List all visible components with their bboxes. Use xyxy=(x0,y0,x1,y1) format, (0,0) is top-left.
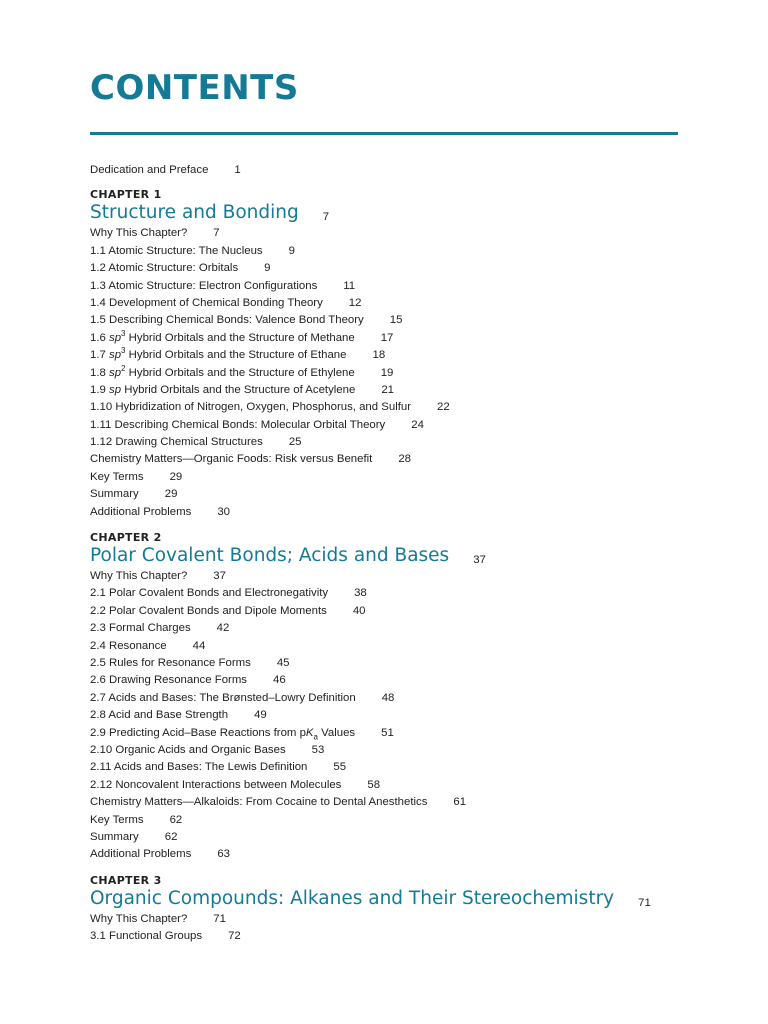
toc-entry[interactable] xyxy=(90,585,690,602)
page-title: CONTENTS xyxy=(90,68,299,108)
chapter-section xyxy=(90,530,690,864)
entry-page-number: 29 xyxy=(164,488,178,501)
entry-label: 2.11 Acids and Bases: The Lewis Definition xyxy=(90,761,308,774)
toc-entry[interactable] xyxy=(90,312,690,329)
entry-page-number: 72 xyxy=(228,930,241,943)
entry-rest: Hybrid Orbitals and the Structure of Methane xyxy=(128,331,355,344)
toc-entry[interactable] xyxy=(90,794,690,811)
title-divider xyxy=(90,132,678,135)
toc-entry[interactable] xyxy=(90,365,690,382)
chapter-label: CHAPTER 3 xyxy=(90,873,162,887)
entry-page-number: 29 xyxy=(169,470,183,483)
toc-entry[interactable] xyxy=(90,777,690,794)
entry-label: 2.7 Acids and Bases: The Brønsted–Lowry Definition xyxy=(90,691,356,704)
entry-page-number: 30 xyxy=(217,505,230,518)
entry-page-number: 63 xyxy=(217,848,230,861)
entry-page-number: 38 xyxy=(354,587,367,600)
toc-entry[interactable] xyxy=(90,928,690,945)
entry-label: 2.6 Drawing Resonance Forms xyxy=(90,674,248,687)
superscript: 3 xyxy=(121,346,126,356)
section-number: 1.6 xyxy=(90,331,106,344)
entry-label: 2.2 Polar Covalent Bonds and Dipole Moments xyxy=(90,604,327,617)
entry-label: 1.11 Describing Chemical Bonds: Molecular Orbital Theory xyxy=(90,418,386,431)
toc-entry[interactable] xyxy=(90,225,690,242)
toc-entry[interactable] xyxy=(90,330,690,347)
table-of-contents xyxy=(90,162,690,954)
entry-label xyxy=(90,384,355,396)
entry-rest: Hybrid Orbitals and the Structure of Ethane xyxy=(128,349,347,362)
entry-page-number: 48 xyxy=(381,691,395,704)
entry-page-number: 51 xyxy=(381,726,394,739)
entry-page-number: 42 xyxy=(216,622,230,635)
entry-label: Additional Problems xyxy=(90,848,192,861)
toc-entry[interactable] xyxy=(90,742,690,759)
toc-entry[interactable] xyxy=(90,725,690,742)
entry-page-number: 37 xyxy=(213,570,226,583)
entry-page-number: 19 xyxy=(380,366,394,379)
entry-label xyxy=(90,727,355,739)
entry-label: Summary xyxy=(90,830,139,843)
section-number: 1.9 xyxy=(90,383,106,396)
toc-entry[interactable] xyxy=(90,260,690,277)
entry-page-number: 62 xyxy=(164,830,178,843)
entry-page-number: 21 xyxy=(381,383,394,396)
section-number: 1.7 xyxy=(90,349,106,362)
entry-page-number: 7 xyxy=(213,227,220,240)
chapter-label: CHAPTER 1 xyxy=(90,188,162,202)
entry-page-number: 45 xyxy=(276,656,290,669)
chapter-list xyxy=(90,187,690,945)
chapter-title: Polar Covalent Bonds; Acids and Bases xyxy=(90,545,450,567)
toc-entry[interactable] xyxy=(90,759,690,776)
entry-label: 2.12 Noncovalent Interactions between Molecules xyxy=(90,778,342,791)
entry-page-number: 17 xyxy=(380,331,394,344)
entry-label: 1.5 Describing Chemical Bonds: Valence Bond Theory xyxy=(90,314,364,327)
section-number: 1.8 xyxy=(90,366,106,379)
chapter-section xyxy=(90,187,690,521)
entry-page-number: 49 xyxy=(254,709,267,722)
entry-label: 1.4 Development of Chemical Bonding Theory xyxy=(90,296,323,309)
toc-entry[interactable] xyxy=(90,504,690,521)
toc-entry-dedication-preface[interactable] xyxy=(90,162,690,179)
entry-page-number: 15 xyxy=(389,314,403,327)
subscript: a xyxy=(313,731,318,741)
entry-rest: Hybrid Orbitals and the Structure of Acetylene xyxy=(124,383,356,396)
toc-entry[interactable] xyxy=(90,812,690,829)
toc-entry[interactable] xyxy=(90,707,690,724)
entry-page-number: 1 xyxy=(234,164,241,176)
entry-page-number: 9 xyxy=(264,262,271,275)
entry-page-number: 61 xyxy=(453,796,467,809)
toc-entry[interactable] xyxy=(90,278,690,295)
superscript: 2 xyxy=(121,363,126,373)
entry-page-number: 9 xyxy=(288,244,295,257)
toc-entry[interactable] xyxy=(90,568,690,585)
chapter-section xyxy=(90,873,690,946)
toc-entry[interactable] xyxy=(90,434,690,451)
toc-entry[interactable] xyxy=(90,911,690,928)
toc-entry[interactable] xyxy=(90,690,690,707)
entry-label: Chemistry Matters—Organic Foods: Risk versus Benefit xyxy=(90,453,373,466)
toc-entry[interactable] xyxy=(90,399,690,416)
entry-label: 1.10 Hybridization of Nitrogen, Oxygen, Phosphorus, and Sulfur xyxy=(90,401,412,414)
toc-entry[interactable] xyxy=(90,829,690,846)
entry-label: Key Terms xyxy=(90,813,144,826)
chapter-title: Organic Compounds: Alkanes and Their Stereochemistry xyxy=(90,887,615,909)
toc-entry[interactable] xyxy=(90,295,690,312)
entry-label: Dedication and Preface xyxy=(90,164,209,176)
toc-entry[interactable] xyxy=(90,620,690,637)
entry-label: 1.2 Atomic Structure: Orbitals xyxy=(90,262,239,275)
entry-post: Values xyxy=(317,726,356,739)
hybrid-symbol: sp xyxy=(109,366,122,379)
entry-label: Chemistry Matters—Alkaloids: From Cocaine to Dental Anesthetics xyxy=(90,796,428,809)
chapter-title-row[interactable] xyxy=(90,888,690,910)
entry-pre: 2.9 Predicting Acid–Base Reactions from p xyxy=(90,726,306,739)
chapter-title-row[interactable] xyxy=(90,545,690,567)
chapter-label: CHAPTER 2 xyxy=(90,531,162,545)
entry-page-number: 44 xyxy=(192,639,206,652)
entry-page-number: 40 xyxy=(352,604,366,617)
toc-entry[interactable] xyxy=(90,486,690,503)
entry-label: 3.1 Functional Groups xyxy=(90,930,203,943)
toc-entry[interactable] xyxy=(90,417,690,434)
entry-page-number: 46 xyxy=(273,674,286,687)
entry-label: 1.12 Drawing Chemical Structures xyxy=(90,436,263,449)
hybrid-symbol: sp xyxy=(109,383,122,396)
chapter-page-number: 7 xyxy=(322,211,330,224)
entry-label xyxy=(90,346,347,362)
entry-label: 2.1 Polar Covalent Bonds and Electronegativity xyxy=(90,587,329,600)
italic-symbol: K xyxy=(305,726,314,739)
entry-page-number: 18 xyxy=(372,349,386,362)
chapter-page-number: 37 xyxy=(473,554,486,567)
toc-entry[interactable] xyxy=(90,603,690,620)
toc-entry[interactable] xyxy=(90,347,690,364)
toc-entry[interactable] xyxy=(90,655,690,672)
entry-label: Why This Chapter? xyxy=(90,912,188,925)
toc-entry[interactable] xyxy=(90,451,690,468)
superscript: 3 xyxy=(121,328,126,338)
entry-page-number: 55 xyxy=(333,761,347,774)
entry-page-number: 62 xyxy=(169,813,183,826)
entry-label: 2.5 Rules for Resonance Forms xyxy=(90,656,251,669)
entry-page-number: 11 xyxy=(343,279,356,292)
hybrid-symbol: sp xyxy=(109,331,122,344)
entry-label xyxy=(90,363,355,379)
entry-page-number: 24 xyxy=(411,418,424,431)
entry-page-number: 28 xyxy=(398,453,411,466)
entry-label: Summary xyxy=(90,488,139,501)
entry-label: 2.10 Organic Acids and Organic Bases xyxy=(90,743,286,756)
entry-page-number: 22 xyxy=(437,401,450,414)
entry-rest: Hybrid Orbitals and the Structure of Ethylene xyxy=(128,366,355,379)
chapter-title: Structure and Bonding xyxy=(90,202,299,224)
entry-label: 2.4 Resonance xyxy=(90,639,167,652)
hybrid-symbol: sp xyxy=(109,349,122,362)
entry-page-number: 12 xyxy=(348,296,362,309)
entry-page-number: 25 xyxy=(288,436,302,449)
entry-label: 1.3 Atomic Structure: Electron Configurations xyxy=(90,279,318,292)
entry-label: Additional Problems xyxy=(90,505,192,518)
chapter-title-row[interactable] xyxy=(90,202,690,224)
entry-label: Why This Chapter? xyxy=(90,227,188,240)
toc-entry[interactable] xyxy=(90,469,690,486)
toc-entry[interactable] xyxy=(90,846,690,863)
entry-label: Why This Chapter? xyxy=(90,570,188,583)
entry-page-number: 58 xyxy=(367,778,381,791)
entry-label: 1.1 Atomic Structure: The Nucleus xyxy=(90,244,263,257)
toc-entry[interactable] xyxy=(90,243,690,260)
entry-label: 2.3 Formal Charges xyxy=(90,622,191,635)
entry-label: Key Terms xyxy=(90,470,144,483)
entry-page-number: 71 xyxy=(213,912,226,925)
toc-entry[interactable] xyxy=(90,672,690,689)
toc-entry[interactable] xyxy=(90,638,690,655)
chapter-page-number: 71 xyxy=(638,896,651,909)
entry-label xyxy=(90,328,355,344)
toc-entry[interactable] xyxy=(90,382,690,399)
entry-page-number: 53 xyxy=(311,743,325,756)
entry-label: 2.8 Acid and Base Strength xyxy=(90,709,229,722)
